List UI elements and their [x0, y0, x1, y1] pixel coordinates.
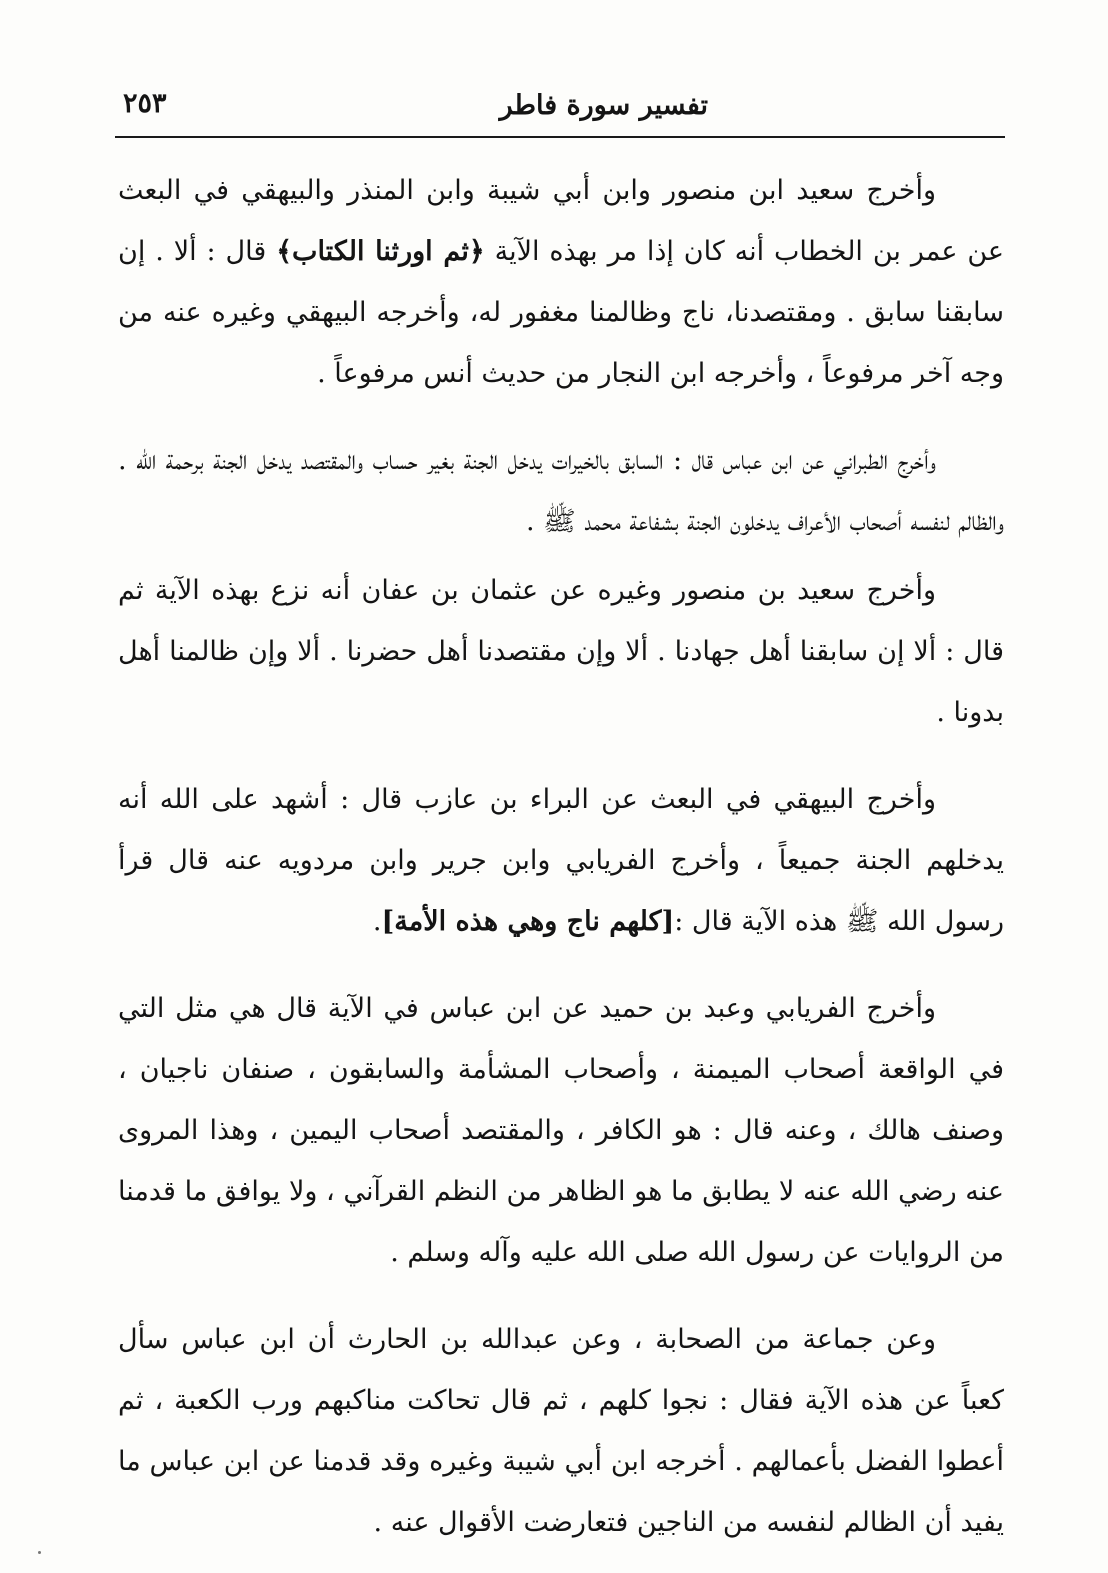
- paragraph-spacer: [118, 552, 1004, 560]
- paragraph-3-text: وأخرج سعيد بن منصور وغيره عن عثمان بن عفان أنه نزع بهذه الآية ثم قال : ألا إن سابقنا أهل جهادنا . ألا وإن مقتصدنا أهل حضرنا . ألا وإن ظالمنا أهل بدونا .: [118, 575, 1004, 728]
- quran-verse-quote: ﴿ثم اورثنا الكتاب﴾: [276, 236, 485, 267]
- running-header: [115, 82, 1003, 132]
- paragraph-4-text-cont: .: [372, 906, 382, 937]
- page-body: [118, 160, 1004, 1553]
- paragraph-4: [118, 769, 1004, 952]
- paragraph-1: [118, 160, 1004, 404]
- paragraph-6-text: وعن جماعة من الصحابة ، وعن عبدالله بن الحارث أن ابن عباس سأل كعباً عن هذه الآية فقال : نجوا كلهم ، ثم قال تحاكت مناكبهم ورب الكعبة ، ثم أعطوا الفضل بأعمالهم . أخرجه ابن أبي شيبة وغيره وقد قدمنا عن ابن عباس ما يفيد أن الظالم لنفسه من الناجين فتعارضت الأقوال عنه .: [118, 1324, 1004, 1538]
- page-title: تفسير سورة فاطر: [499, 90, 708, 121]
- paragraph-spacer: [118, 743, 1004, 769]
- paragraph-2: [118, 430, 1004, 552]
- paragraph-6: [118, 1309, 1004, 1553]
- paragraph-5: [118, 978, 1004, 1283]
- hadith-quote: [كلهم ناج وهي هذه الأمة]: [381, 906, 675, 937]
- paragraph-spacer: [118, 404, 1004, 430]
- scan-speck: [38, 1551, 41, 1554]
- paragraph-spacer: [118, 952, 1004, 978]
- paragraph-3: [118, 560, 1004, 743]
- paragraph-5-text: وأخرج الفريابي وعبد بن حميد عن ابن عباس في الآية قال هي مثل التي في الواقعة أصحاب الميمنة ، وأصحاب المشأمة والسابقون ، صنفان ناجيان ، وصنف هالك ، وعنه قال : هو الكافر ، والمقتصد أصحاب اليمين ، وهذا المروى عنه رضي الله عنه لا يطابق ما هو الظاهر من النظم القرآني ، ولا يوافق ما قدمنا من الروايات عن رسول الله صلى الله عليه وآله وسلم .: [118, 993, 1004, 1268]
- paragraph-4-text: وأخرج البيهقي في البعث عن البراء بن عازب قال : أشهد على الله أنه يدخلهم الجنة جميعاً ، وأخرج الفريابي وابن جرير وابن مردويه عنه قال قرأ رسول الله ﷺ هذه الآية قال :: [118, 784, 1004, 937]
- page-number: ٢٥٣: [123, 88, 167, 119]
- paragraph-1-text: وأخرج سعيد ابن منصور وابن أبي شيبة وابن المنذر والبيهقي في البعث عن عمر بن الخطاب أنه كان إذا مر بهذه الآية: [118, 175, 1005, 267]
- paragraph-1-text-cont: قال : ألا . إن سابقنا سابق . ومقتصدنا، ناج وظالمنا مغفور له، وأخرجه البيهقي وغيره عنه من وجه آخر مرفوعاً ، وأخرجه ابن النجار من حديث أنس مرفوعاً .: [118, 236, 1004, 389]
- paragraph-spacer: [118, 1283, 1004, 1309]
- paragraph-2-text: وأخرج الطبراني عن ابن عباس قال : السابق بالخيرات يدخل الجنة بغير حساب والمقتصد يدخل الجنة برحمة الله . والظالم لنفسه أصحاب الأعراف يدخلون الجنة بشفاعة محمد ﷺ .: [118, 445, 1004, 537]
- header-divider: [115, 136, 1005, 138]
